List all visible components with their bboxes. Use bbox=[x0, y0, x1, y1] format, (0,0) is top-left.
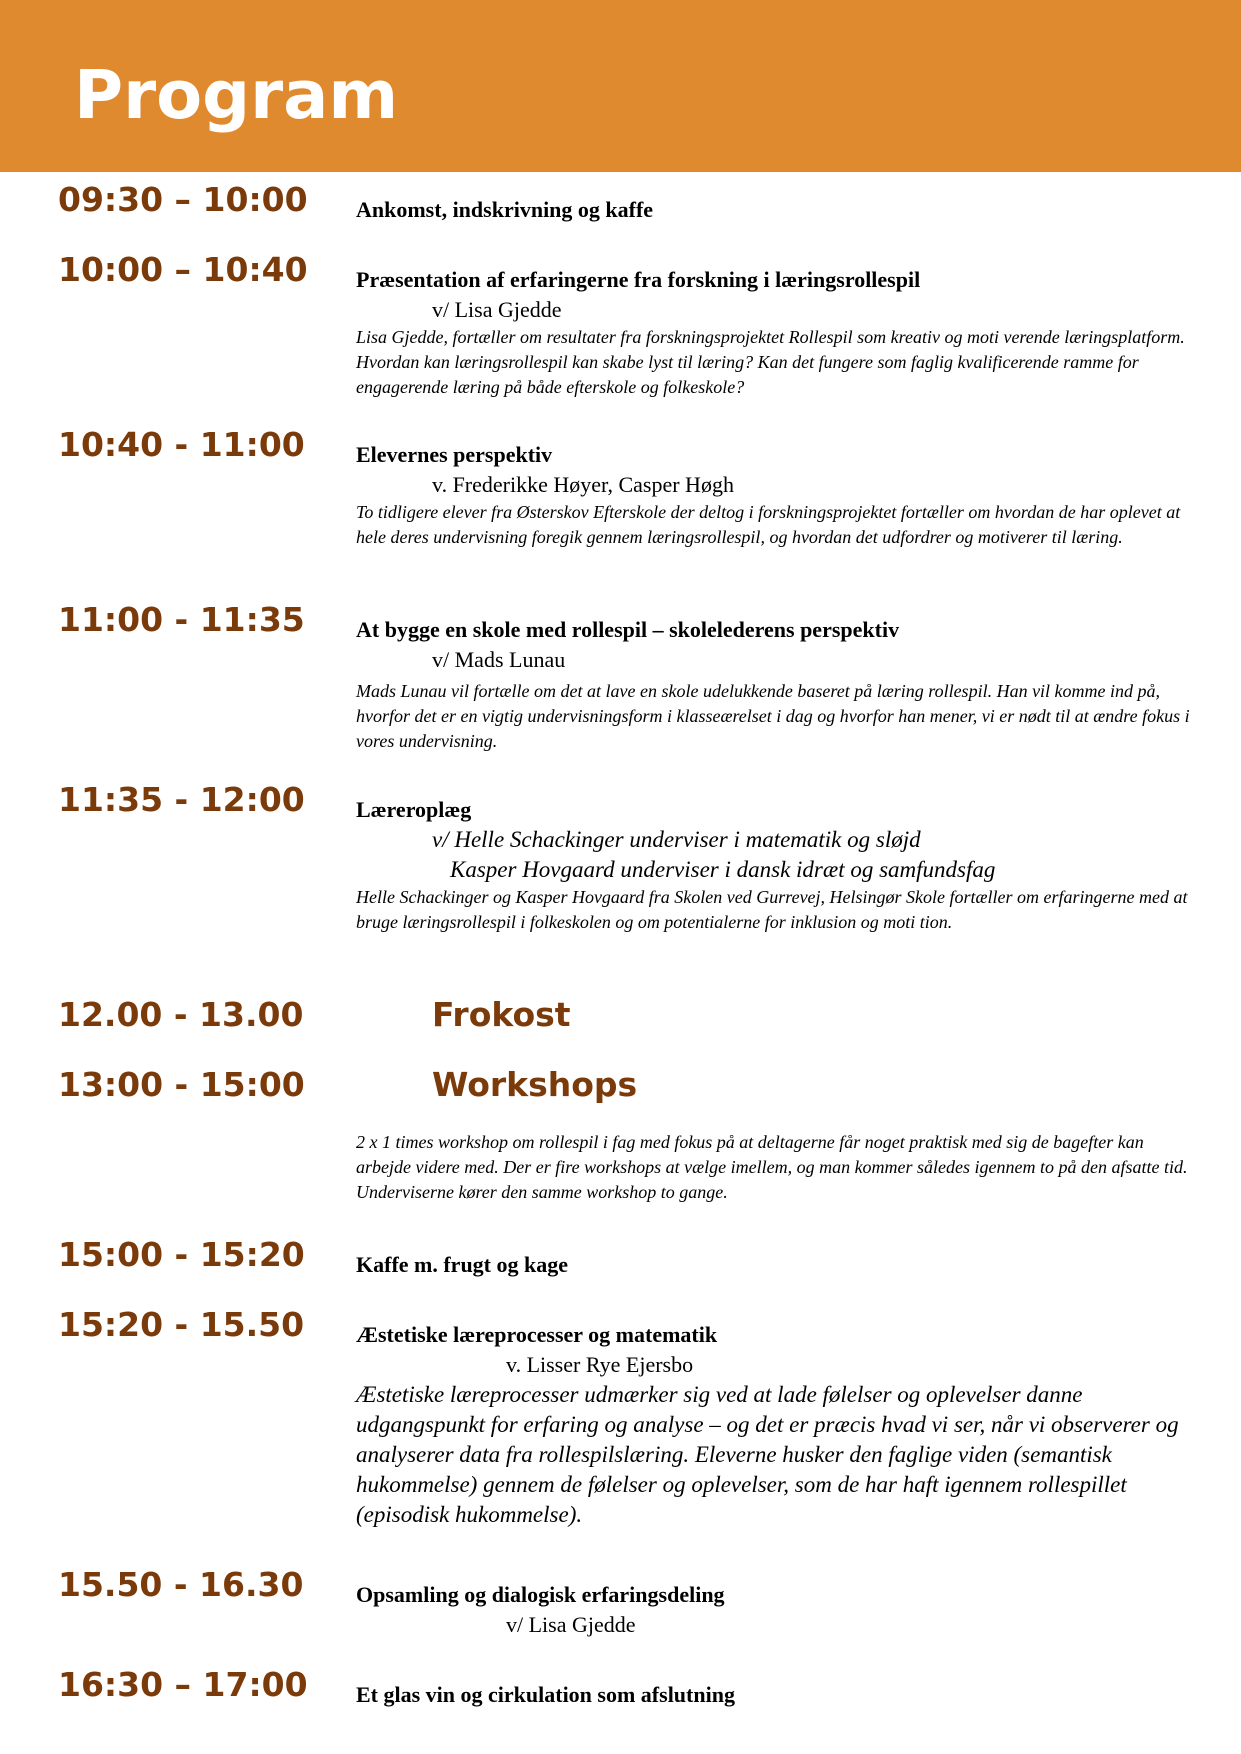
item-title: Opsamling og dialogisk erfaringsdeling bbox=[356, 1582, 725, 1607]
item-speaker: v/ Mads Lunau bbox=[432, 647, 566, 672]
item-speaker-second: Kasper Hovgaard underviser i dansk idræt og samfundsfag bbox=[450, 857, 996, 882]
item-description: To tidligere elever fra Østerskov Efterskole der deltog i forskningsprojektet fortæller om hvordan de har oplevet at hele deres undervisning foregik gennem læringsrollespil, og hvordan det udfordrer og motiverer til læring. bbox=[356, 502, 1181, 547]
item-speaker: v/ Lisa Gjedde bbox=[432, 297, 562, 322]
item-description: Mads Lunau vil fortælle om det at lave en skole udelukkende baseret på læring rollespil. Han vil komme ind på, hvorfor det er en vigtig undervisningsform i klasseærelset i dag og hvorfor han mener, vi er nødt til at ændre fokus i vores undervisning. bbox=[356, 681, 1190, 751]
time-slot: 15.50 - 16.30 bbox=[58, 1565, 304, 1604]
item-speaker: v. Frederikke Høyer, Casper Høgh bbox=[432, 472, 734, 497]
item-title: Elevernes perspektiv bbox=[356, 442, 553, 467]
item-speaker: v. Lisser Rye Ejersbo bbox=[506, 1352, 694, 1377]
time-slot: 15:00 - 15:20 bbox=[58, 1235, 305, 1274]
item-title: At bygge en skole med rollespil – skolelederens perspektiv bbox=[356, 617, 900, 642]
item-description: Æstetiske læreprocesser udmærker sig ved at lade følelser og oplevelser danne udgangspunkt for erfaring og analyse – og det er præcis hvad vi ser, når vi observerer og analyserer data fra rollespilslæring. Eleverne husker den faglige viden (semantisk hukommelse) gennem de følelser og oplevelser, som de har haft igennem rollespillet (episodisk hukommelse). bbox=[356, 1382, 1179, 1527]
item-title: Ankomst, indskrivning og kaffe bbox=[356, 197, 654, 222]
item-description: 2 x 1 times workshop om rollespil i fag med fokus på at deltagerne får noget praktisk med sig de bagefter kan arbejde videre med. Der er fire workshops at vælge imellem, og man kommer således igennem to på den afsatte tid. Underviserne kører den samme workshop to gange. bbox=[356, 1132, 1188, 1202]
time-slot: 11:00 - 11:35 bbox=[58, 600, 305, 639]
time-slot: 12.00 - 13.00 bbox=[58, 995, 304, 1034]
time-slot: 15:20 - 15.50 bbox=[58, 1305, 305, 1344]
item-title: Et glas vin og cirkulation som afslutning bbox=[356, 1682, 735, 1707]
time-slot: 10:00 – 10:40 bbox=[58, 250, 308, 289]
break-label: Frokost bbox=[432, 995, 571, 1034]
section-label: Workshops bbox=[432, 1065, 638, 1104]
page-title: Program bbox=[74, 56, 399, 134]
item-title: Læreroplæg bbox=[356, 797, 472, 822]
time-slot: 10:40 - 11:00 bbox=[58, 425, 305, 464]
item-description: Lisa Gjedde, fortæller om resultater fra forskningsprojektet Rollespil som kreativ og moti verende læringsplatform. Hvordan kan læringsrollespil kan skabe lyst til læring? Kan det fungere som faglig kvalificerende ramme for engagerende læring på både efterskole og folkeskole? bbox=[356, 327, 1185, 397]
item-title: Kaffe m. frugt og kage bbox=[356, 1252, 569, 1277]
time-slot: 16:30 – 17:00 bbox=[58, 1665, 308, 1704]
item-speaker: v/ Helle Schackinger underviser i matematik og sløjd bbox=[432, 827, 921, 852]
item-description: Helle Schackinger og Kasper Hovgaard fra Skolen ved Gurrevej, Helsingør Skole fortæller om erfaringerne med at bruge læringsrollespil i folkeskolen og om potentialerne for inklusion og moti tion. bbox=[356, 887, 1188, 932]
header-banner bbox=[0, 0, 1241, 172]
time-slot: 11:35 - 12:00 bbox=[58, 780, 305, 819]
item-title: Æstetiske læreprocesser og matematik bbox=[356, 1322, 718, 1347]
item-title: Præsentation af erfaringerne fra forskning i læringsrollespil bbox=[356, 267, 921, 292]
time-slot: 09:30 – 10:00 bbox=[58, 180, 308, 219]
time-slot: 13:00 - 15:00 bbox=[58, 1065, 305, 1104]
item-speaker: v/ Lisa Gjedde bbox=[506, 1612, 636, 1637]
